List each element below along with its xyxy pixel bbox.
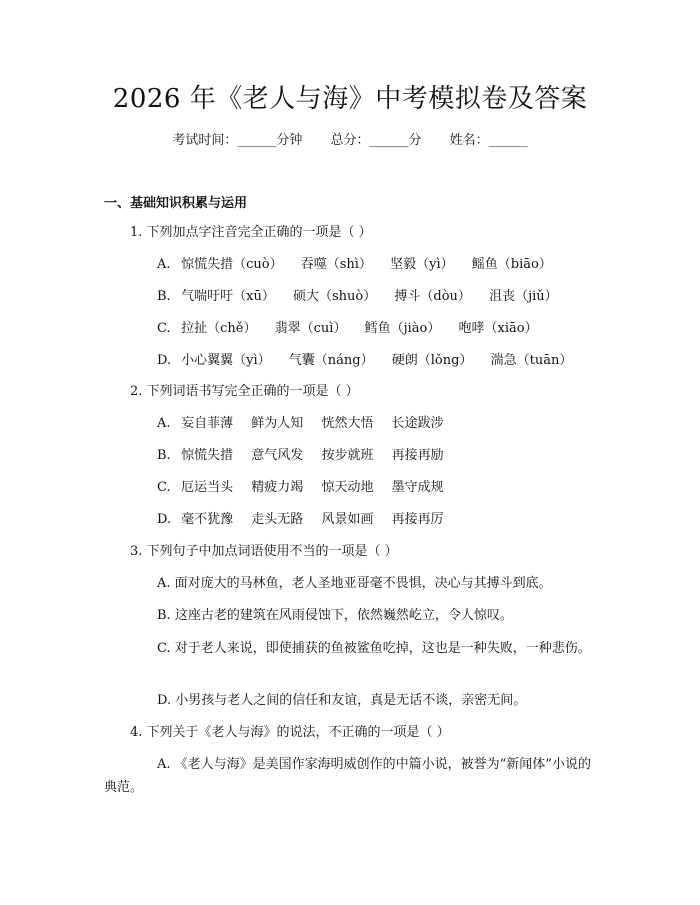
option-label: B. (157, 289, 171, 304)
option-word: 走头无路 (251, 512, 304, 527)
option-word: 硕大（shuò） (293, 289, 377, 304)
q2-option-a (157, 414, 458, 434)
exam-info (0, 131, 700, 151)
question-4-stem: 4. 下列关于《老人与海》的说法，不正确的一项是（ ） (130, 725, 450, 740)
option-word: 鳐鱼（biāo） (471, 257, 552, 272)
question-2-stem: 2. 下列词语书写完全正确的一项是（ ） (130, 384, 359, 399)
option-word: 惊天动地 (321, 480, 374, 495)
option-word: 按步就班 (321, 448, 374, 463)
page-title: 2026 年《老人与海》中考模拟卷及答案 (112, 84, 588, 114)
option-word: 拉扯（chě） (181, 321, 257, 336)
option-word: 沮丧（jiǔ） (489, 289, 558, 304)
question-1-stem: 1. 下列加点字注音完全正确的一项是（ ） (130, 225, 372, 240)
q3-option-b: B. 这座古老的建筑在风雨侵蚀下，依然巍然屹立，令人惊叹。 (157, 608, 513, 623)
option-word: 恍然大悟 (321, 416, 374, 431)
option-word: 惊慌失措（cuò） (181, 257, 283, 272)
option-label: D. (157, 353, 172, 368)
option-word: 搏斗（dòu） (394, 289, 471, 304)
total-score: 总分：______分 (330, 133, 422, 148)
q1-option-a (157, 255, 566, 275)
option-word: 咆哮（xiāo） (458, 321, 538, 336)
option-label: D. (157, 512, 172, 527)
q4-option-a: A. 《老人与海》是美国作家海明威创作的中篇小说，被誉为“新闻体”小说的典范。 (104, 757, 591, 795)
option-word: 毫不犹豫 (181, 512, 234, 527)
option-word: 吞噬（shì） (300, 257, 372, 272)
option-word: 长途跋涉 (391, 416, 444, 431)
option-word: 气喘吁吁（xū） (181, 289, 275, 304)
option-word: 硬朗（lǒng） (391, 353, 473, 368)
student-name: 姓名：______ (449, 133, 528, 148)
option-word: 小心翼翼（yì） (181, 353, 271, 368)
option-word: 妄自菲薄 (181, 416, 234, 431)
q1-option-d (157, 351, 586, 371)
q1-option-c (157, 319, 552, 339)
option-word: 意气风发 (251, 448, 304, 463)
option-label: C. (157, 480, 171, 495)
q3-option-a: A. 面对庞大的马林鱼，老人圣地亚哥毫不畏惧，决心与其搏斗到底。 (157, 576, 552, 591)
option-word: 坚毅（yì） (390, 257, 454, 272)
option-word: 墨守成规 (391, 480, 444, 495)
option-label: B. (157, 448, 171, 463)
option-label: C. (157, 321, 171, 336)
section-heading: 一、基础知识积累与运用 (104, 196, 248, 211)
option-word: 湍急（tuān） (490, 353, 573, 368)
q1-option-b (157, 287, 572, 307)
exam-time: 考试时间：______分钟 (172, 133, 303, 148)
option-word: 精疲力竭 (251, 480, 304, 495)
option-word: 再接再厉 (391, 512, 444, 527)
q2-option-c (157, 478, 458, 498)
q2-option-d (157, 510, 458, 530)
option-word: 鲜为人知 (251, 416, 304, 431)
option-word: 惊慌失措 (181, 448, 234, 463)
option-word: 厄运当头 (181, 480, 234, 495)
q3-option-d: D. 小男孩与老人之间的信任和友谊，真是无话不谈，亲密无间。 (157, 693, 527, 708)
option-word: 翡翠（cuì） (274, 321, 347, 336)
option-label: A. (157, 257, 171, 272)
question-3-stem: 3. 下列句子中加点词语使用不当的一项是（ ） (130, 544, 398, 559)
option-word: 再接再励 (391, 448, 444, 463)
q3-option-c: C. 对于老人来说，即使捕获的鱼被鲨鱼吃掉，这也是一种失败，一种悲伤。 (157, 641, 591, 656)
option-word: 鳕鱼（jiào） (364, 321, 441, 336)
option-word: 风景如画 (321, 512, 374, 527)
option-label: A. (157, 416, 171, 431)
q2-option-b (157, 446, 458, 466)
option-word: 气囊（náng） (288, 353, 374, 368)
